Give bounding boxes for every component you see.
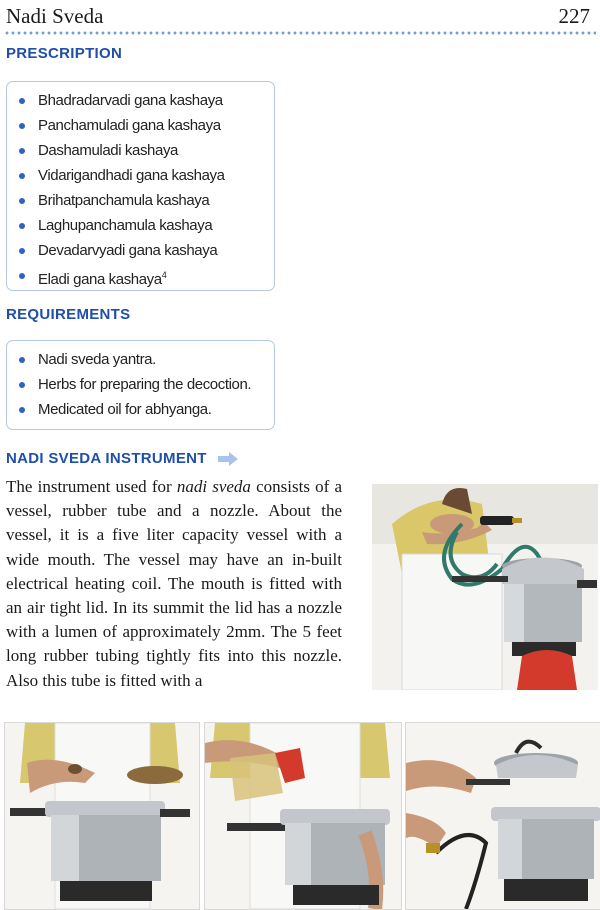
item-label: Devadarvyadi gana kashaya	[38, 242, 218, 259]
para-text-2: consists of a vessel, rubber tube and a nozzle. About the vessel, it is a five liter capacity vessel with a wide mouth. The vessel may have an in-built electrical heating coil. The mouth is fitted with an air tight lid. In its summit the lid has a nozzle with a lumen of approximately 2mm. The 5 feet long rubber tubing tightly fits into this nozzle. Also this tube is fitted with a	[6, 477, 342, 690]
item-label: Nadi sveda yantra.	[38, 351, 156, 368]
para-text-1: The instrument used for	[6, 477, 177, 496]
prescription-heading: PRESCRIPTION	[6, 45, 123, 62]
nadi-sveda-photo-1-image	[372, 484, 598, 690]
list-item	[7, 397, 274, 422]
running-title: Nadi Sveda	[6, 4, 104, 28]
bullet-icon	[19, 98, 25, 104]
list-item	[7, 372, 274, 397]
bullet-icon	[19, 148, 25, 154]
instrument-paragraph	[6, 475, 342, 693]
list-item	[7, 238, 274, 263]
step-photo-1	[4, 722, 200, 910]
step-photo-2	[204, 722, 402, 910]
bullet-icon	[19, 223, 25, 229]
bullet-icon	[19, 407, 25, 413]
item-label: Eladi gana kashaya	[38, 271, 162, 288]
item-label: Medicated oil for abhyanga.	[38, 401, 212, 418]
list-item	[7, 163, 274, 188]
step-photo-3	[405, 722, 600, 910]
bullet-icon	[19, 357, 25, 363]
item-label: Vidarigandhadi gana kashaya	[38, 167, 225, 184]
step-photo-2-image	[205, 723, 401, 909]
list-item	[7, 88, 274, 113]
item-label: Panchamuladi gana kashaya	[38, 117, 221, 134]
arrow-right-icon	[217, 451, 239, 467]
page-number: 227	[558, 4, 590, 28]
prescription-box	[6, 81, 275, 291]
bullet-icon	[19, 248, 25, 254]
list-item	[7, 138, 274, 163]
bullet-icon	[19, 273, 25, 279]
instrument-heading	[6, 450, 239, 467]
item-label: Herbs for preparing the decoction.	[38, 376, 252, 393]
item-label: Bhadradarvadi gana kashaya	[38, 92, 223, 109]
step-photo-1-image	[5, 723, 199, 909]
bullet-icon	[19, 173, 25, 179]
prescription-list	[7, 88, 274, 288]
list-item	[7, 113, 274, 138]
instrument-heading-text: NADI SVEDA INSTRUMENT	[6, 450, 207, 467]
bullet-icon	[19, 123, 25, 129]
bullet-icon	[19, 382, 25, 388]
list-item	[7, 347, 274, 372]
para-italic: nadi sveda	[176, 477, 251, 496]
list-item	[7, 188, 274, 213]
item-label: Brihatpanchamula kashaya	[38, 192, 210, 209]
nadi-sveda-photo-1	[372, 484, 598, 690]
requirements-heading: REQUIREMENTS	[6, 306, 131, 323]
dotted-rule	[4, 30, 596, 36]
footnote-marker: 4	[161, 270, 167, 280]
requirements-list	[7, 347, 274, 422]
item-label: Laghupanchamula kashaya	[38, 217, 213, 234]
page-header	[0, 0, 600, 40]
list-item	[7, 213, 274, 238]
bullet-icon	[19, 198, 25, 204]
requirements-box	[6, 340, 275, 430]
item-label: Dashamuladi kashaya	[38, 142, 178, 159]
step-photo-3-image	[406, 723, 600, 909]
list-item	[7, 263, 274, 288]
